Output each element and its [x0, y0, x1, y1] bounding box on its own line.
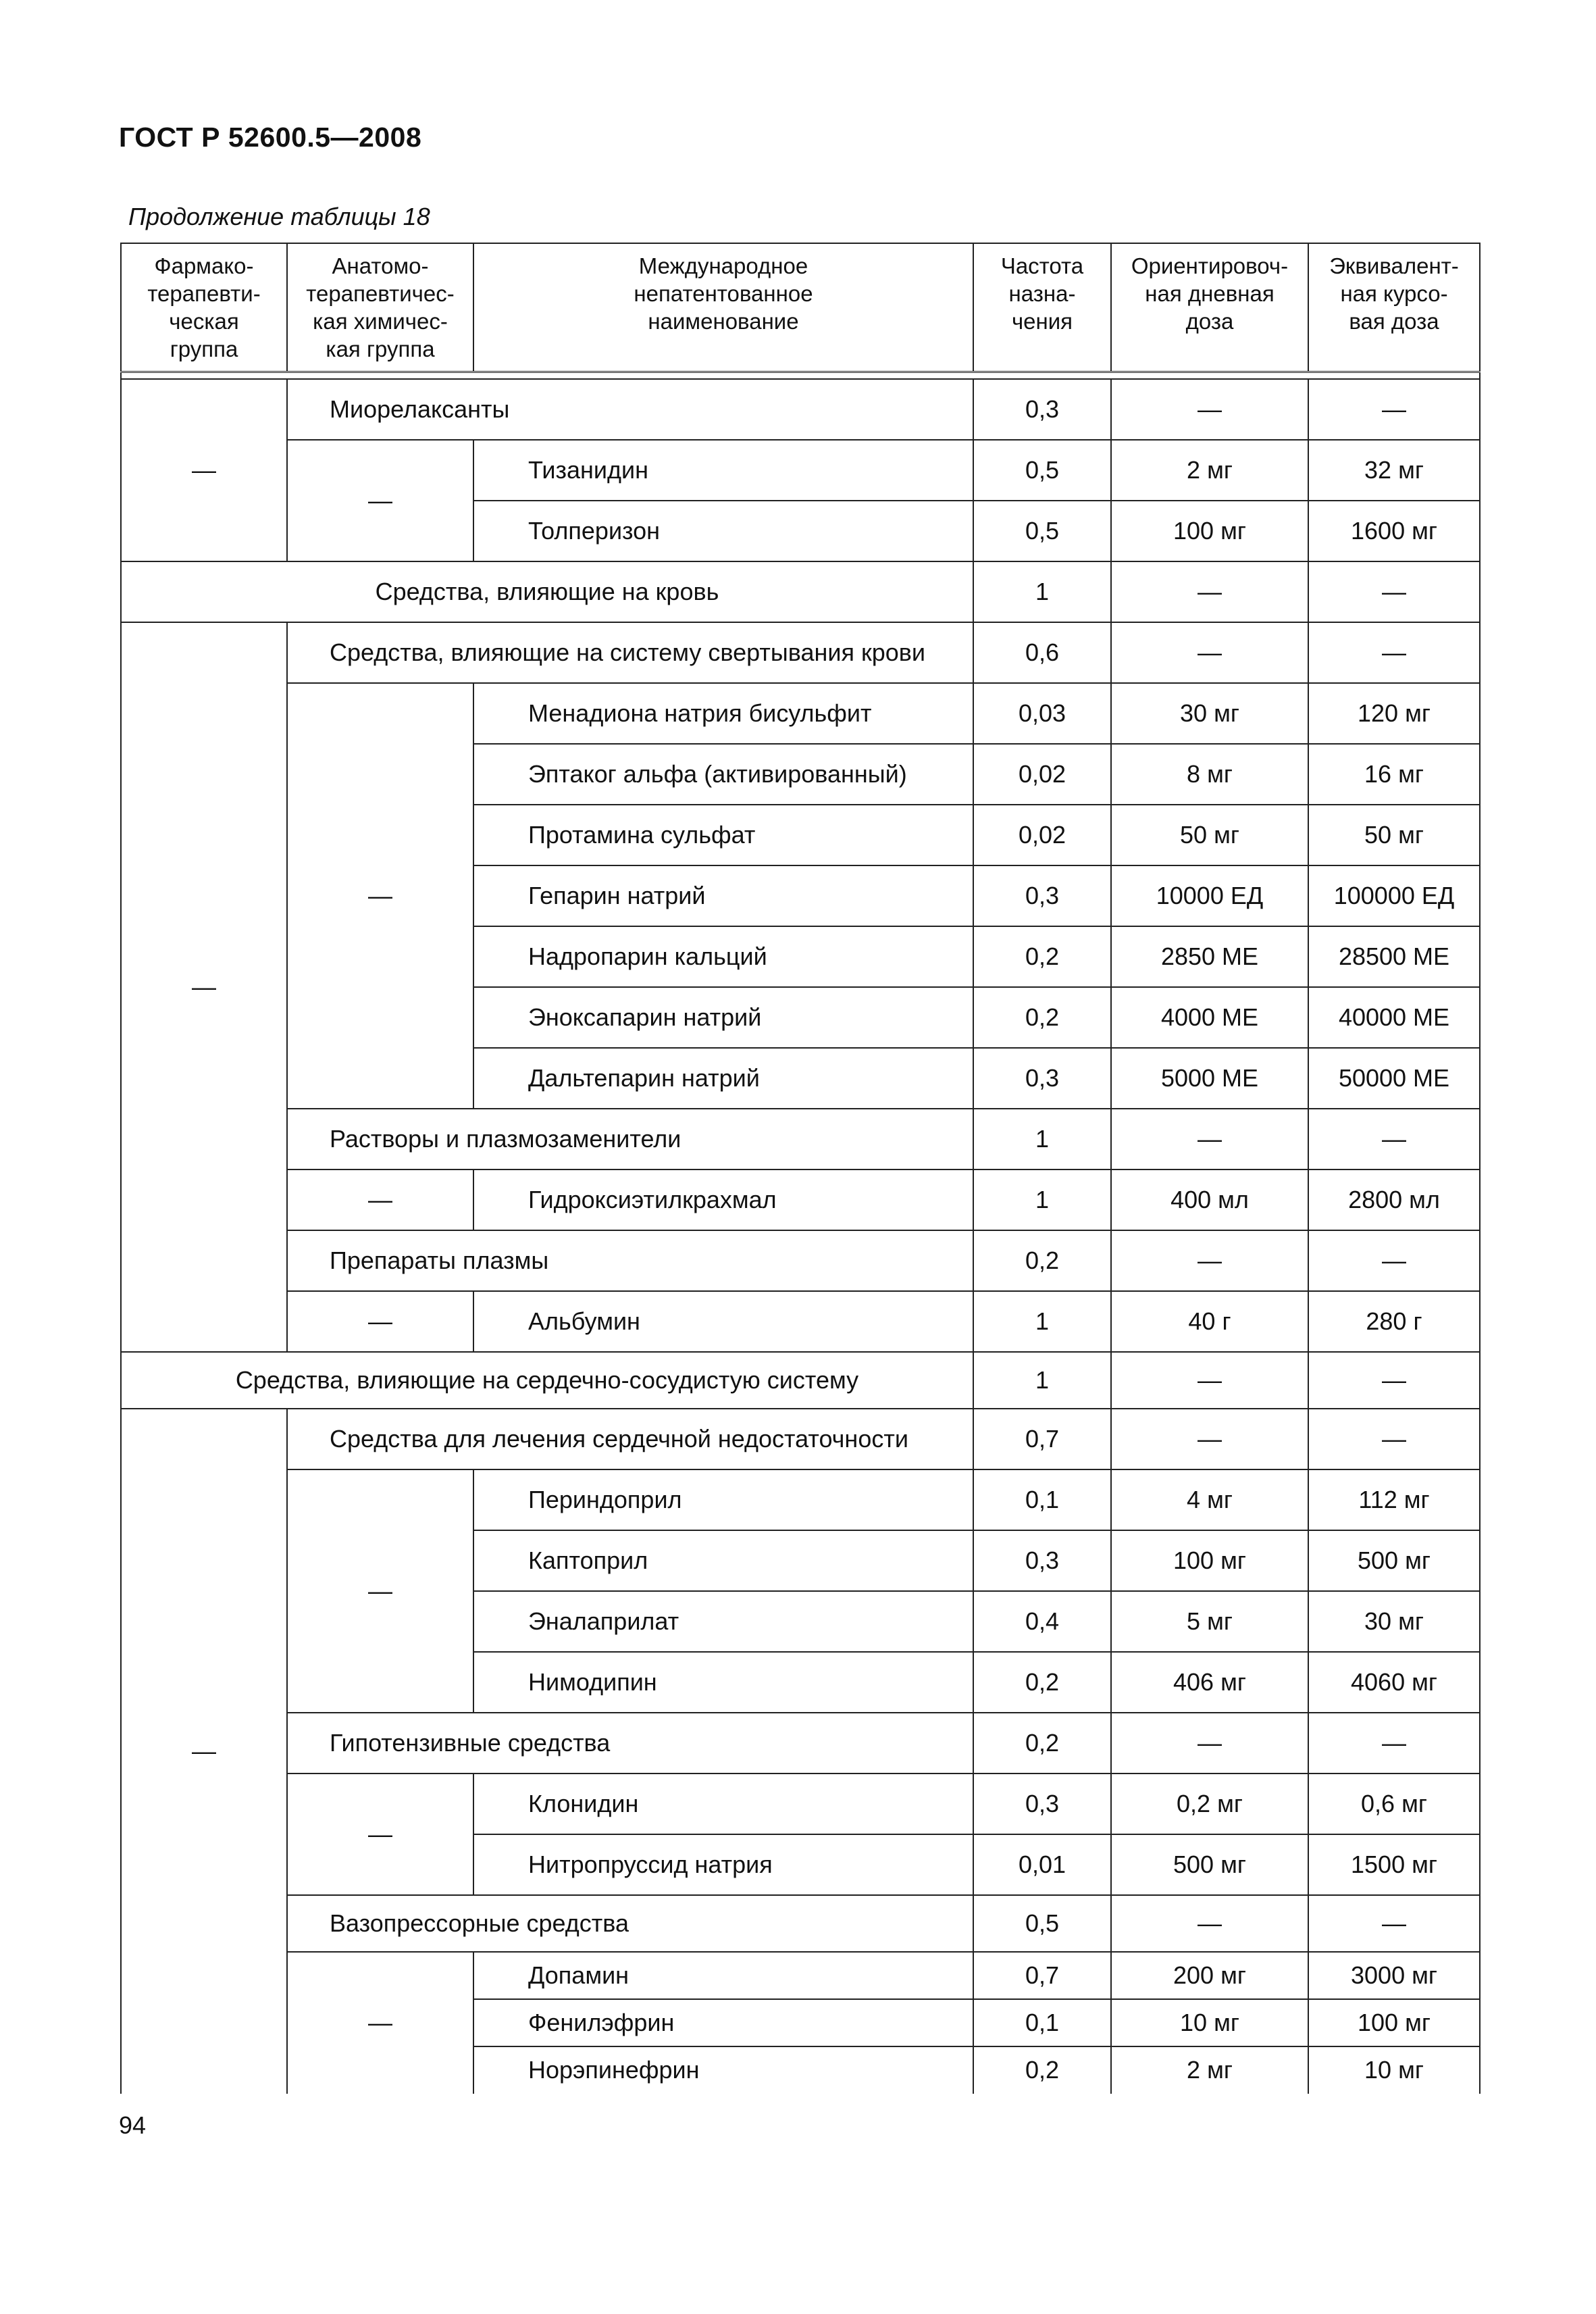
atc-group-cell: — — [287, 1291, 473, 1352]
course-dose-cell: 1600 мг — [1308, 501, 1480, 561]
drug-name: Менадиона натрия бисульфит — [473, 683, 973, 744]
course-dose-cell: 3000 мг — [1308, 1952, 1480, 1999]
section-name: Средства, влияющие на кровь — [121, 561, 973, 622]
course-dose-cell: 0,6 мг — [1308, 1774, 1480, 1834]
course-dose-cell: — — [1308, 1409, 1480, 1469]
drug-name: Альбумин — [473, 1291, 973, 1352]
course-dose-cell: 500 мг — [1308, 1530, 1480, 1591]
drug-name: Каптоприл — [473, 1530, 973, 1591]
course-dose-cell: 4060 мг — [1308, 1652, 1480, 1713]
course-dose-cell: — — [1308, 1109, 1480, 1169]
course-dose-cell: 50000 МЕ — [1308, 1048, 1480, 1109]
daily-dose-cell: — — [1111, 1352, 1308, 1409]
frequency-cell: 0,7 — [973, 1409, 1111, 1469]
course-dose-cell: 50 мг — [1308, 805, 1480, 865]
frequency-cell: 0,3 — [973, 865, 1111, 926]
frequency-cell: 0,2 — [973, 987, 1111, 1048]
group-name: Средства для лечения сердечной недостаточности — [287, 1409, 973, 1469]
atc-group-cell: — — [287, 1774, 473, 1895]
atc-group-cell: — — [287, 1169, 473, 1230]
frequency-cell: 0,3 — [973, 1048, 1111, 1109]
frequency-cell: 0,1 — [973, 1999, 1111, 2046]
table-row — [121, 1895, 1480, 1952]
drug-name: Периндоприл — [473, 1469, 973, 1530]
group-name: Вазопрессорные средства — [287, 1895, 973, 1952]
frequency-cell: 0,1 — [973, 1469, 1111, 1530]
table-row — [121, 379, 1480, 440]
col-header-inn: Международное непатентованное наименование — [473, 243, 973, 372]
daily-dose-cell: — — [1111, 1409, 1308, 1469]
frequency-cell: 0,2 — [973, 1713, 1111, 1774]
daily-dose-cell: 10 мг — [1111, 1999, 1308, 2046]
frequency-cell: 0,03 — [973, 683, 1111, 744]
daily-dose-cell: 2 мг — [1111, 440, 1308, 501]
daily-dose-cell: 500 мг — [1111, 1834, 1308, 1895]
frequency-cell: 0,7 — [973, 1952, 1111, 1999]
drug-name: Дальтепарин натрий — [473, 1048, 973, 1109]
section-name: Средства, влияющие на сердечно-сосудистую систему — [121, 1352, 973, 1409]
drug-name: Эптаког альфа (активированный) — [473, 744, 973, 805]
table-row — [121, 1469, 1480, 1530]
group-name: Гипотензивные средства — [287, 1713, 973, 1774]
table-row — [121, 683, 1480, 744]
daily-dose-cell: 2 мг — [1111, 2046, 1308, 2094]
daily-dose-cell: 8 мг — [1111, 744, 1308, 805]
document-header: ГОСТ Р 52600.5—2008 — [119, 122, 422, 153]
table-row — [121, 1230, 1480, 1291]
daily-dose-cell: 5000 МЕ — [1111, 1048, 1308, 1109]
daily-dose-cell: — — [1111, 1230, 1308, 1291]
col-header-atc-group: Анатомо- терапевтичес- кая химичес- кая группа — [287, 243, 473, 372]
group-name: Миорелаксанты — [287, 379, 973, 440]
daily-dose-cell: 5 мг — [1111, 1591, 1308, 1652]
table-row — [121, 1109, 1480, 1169]
daily-dose-cell: 4000 МЕ — [1111, 987, 1308, 1048]
course-dose-cell: — — [1308, 622, 1480, 683]
drug-name: Тизанидин — [473, 440, 973, 501]
frequency-cell: 0,2 — [973, 926, 1111, 987]
col-header-frequency: Частота назна- чения — [973, 243, 1111, 372]
course-dose-cell: 280 г — [1308, 1291, 1480, 1352]
course-dose-cell: 112 мг — [1308, 1469, 1480, 1530]
frequency-cell: 0,4 — [973, 1591, 1111, 1652]
daily-dose-cell: — — [1111, 379, 1308, 440]
table-row — [121, 440, 1480, 501]
course-dose-cell: 30 мг — [1308, 1591, 1480, 1652]
daily-dose-cell: 40 г — [1111, 1291, 1308, 1352]
frequency-cell: 0,2 — [973, 1230, 1111, 1291]
table-row — [121, 1774, 1480, 1834]
frequency-cell: 0,2 — [973, 2046, 1111, 2094]
daily-dose-cell: — — [1111, 1895, 1308, 1952]
drug-name: Эноксапарин натрий — [473, 987, 973, 1048]
course-dose-cell: 100 мг — [1308, 1999, 1480, 2046]
course-dose-cell: — — [1308, 1713, 1480, 1774]
course-dose-cell: 120 мг — [1308, 683, 1480, 744]
group-name: Средства, влияющие на систему свертывания крови — [287, 622, 973, 683]
col-header-pharm-group: Фармако- терапевти- ческая группа — [121, 243, 287, 372]
pharm-group-cell: — — [121, 1409, 287, 2094]
course-dose-cell: 1500 мг — [1308, 1834, 1480, 1895]
course-dose-cell: 2800 мл — [1308, 1169, 1480, 1230]
frequency-cell: 0,5 — [973, 440, 1111, 501]
course-dose-cell: 40000 МЕ — [1308, 987, 1480, 1048]
frequency-cell: 0,01 — [973, 1834, 1111, 1895]
frequency-cell: 0,5 — [973, 501, 1111, 561]
table-row — [121, 1291, 1480, 1352]
daily-dose-cell: 2850 МЕ — [1111, 926, 1308, 987]
daily-dose-cell: 10000 ЕД — [1111, 865, 1308, 926]
frequency-cell: 1 — [973, 1109, 1111, 1169]
col-header-course-dose: Эквивалент- ная курсо- вая доза — [1308, 243, 1480, 372]
daily-dose-cell: 50 мг — [1111, 805, 1308, 865]
atc-group-cell: — — [287, 1952, 473, 2094]
course-dose-cell: — — [1308, 561, 1480, 622]
group-name: Препараты плазмы — [287, 1230, 973, 1291]
frequency-cell: 0,3 — [973, 379, 1111, 440]
table-row — [121, 1409, 1480, 1469]
daily-dose-cell: 100 мг — [1111, 501, 1308, 561]
frequency-cell: 0,2 — [973, 1652, 1111, 1713]
daily-dose-cell: — — [1111, 622, 1308, 683]
table-row — [121, 1169, 1480, 1230]
drug-name: Клонидин — [473, 1774, 973, 1834]
frequency-cell: 1 — [973, 1169, 1111, 1230]
drug-name: Нимодипин — [473, 1652, 973, 1713]
drug-name: Норэпинефрин — [473, 2046, 973, 2094]
frequency-cell: 0,3 — [973, 1530, 1111, 1591]
header-separator — [121, 372, 1480, 379]
daily-dose-cell: 200 мг — [1111, 1952, 1308, 1999]
daily-dose-cell: 30 мг — [1111, 683, 1308, 744]
drug-name: Эналаприлат — [473, 1591, 973, 1652]
daily-dose-cell: 0,2 мг — [1111, 1774, 1308, 1834]
page-number: 94 — [119, 2111, 147, 2139]
frequency-cell: 1 — [973, 1291, 1111, 1352]
daily-dose-cell: — — [1111, 1109, 1308, 1169]
frequency-cell: 0,02 — [973, 744, 1111, 805]
frequency-cell: 1 — [973, 1352, 1111, 1409]
drug-name: Гидроксиэтилкрахмал — [473, 1169, 973, 1230]
table-row — [121, 1952, 1480, 1999]
drug-name: Гепарин натрий — [473, 865, 973, 926]
course-dose-cell: — — [1308, 1352, 1480, 1409]
drug-name: Допамин — [473, 1952, 973, 1999]
course-dose-cell: 28500 МЕ — [1308, 926, 1480, 987]
atc-group-cell: — — [287, 440, 473, 561]
pharm-group-cell: — — [121, 379, 287, 561]
drug-name: Протамина сульфат — [473, 805, 973, 865]
course-dose-cell: — — [1308, 379, 1480, 440]
table-row — [121, 1352, 1480, 1409]
group-name: Растворы и плазмозаменители — [287, 1109, 973, 1169]
course-dose-cell: 100000 ЕД — [1308, 865, 1480, 926]
course-dose-cell: 10 мг — [1308, 2046, 1480, 2094]
col-header-daily-dose: Ориентировоч- ная дневная доза — [1111, 243, 1308, 372]
atc-group-cell: — — [287, 683, 473, 1109]
daily-dose-cell: 4 мг — [1111, 1469, 1308, 1530]
course-dose-cell: — — [1308, 1230, 1480, 1291]
table-header-row — [121, 243, 1480, 372]
course-dose-cell: 16 мг — [1308, 744, 1480, 805]
daily-dose-cell: — — [1111, 561, 1308, 622]
atc-group-cell: — — [287, 1469, 473, 1713]
table-row — [121, 561, 1480, 622]
daily-dose-cell: 100 мг — [1111, 1530, 1308, 1591]
frequency-cell: 0,02 — [973, 805, 1111, 865]
drug-name: Толперизон — [473, 501, 973, 561]
course-dose-cell: — — [1308, 1895, 1480, 1952]
frequency-cell: 0,3 — [973, 1774, 1111, 1834]
daily-dose-cell: 406 мг — [1111, 1652, 1308, 1713]
drug-name: Нитропруссид натрия — [473, 1834, 973, 1895]
course-dose-cell: 32 мг — [1308, 440, 1480, 501]
table-row — [121, 622, 1480, 683]
frequency-cell: 1 — [973, 561, 1111, 622]
frequency-cell: 0,6 — [973, 622, 1111, 683]
frequency-cell: 0,5 — [973, 1895, 1111, 1952]
drug-name: Надропарин кальций — [473, 926, 973, 987]
drug-name: Фенилэфрин — [473, 1999, 973, 2046]
daily-dose-cell: 400 мл — [1111, 1169, 1308, 1230]
drug-table — [120, 243, 1481, 2094]
pharm-group-cell: — — [121, 622, 287, 1352]
daily-dose-cell: — — [1111, 1713, 1308, 1774]
table-row — [121, 1713, 1480, 1774]
table-caption: Продолжение таблицы 18 — [128, 203, 430, 230]
